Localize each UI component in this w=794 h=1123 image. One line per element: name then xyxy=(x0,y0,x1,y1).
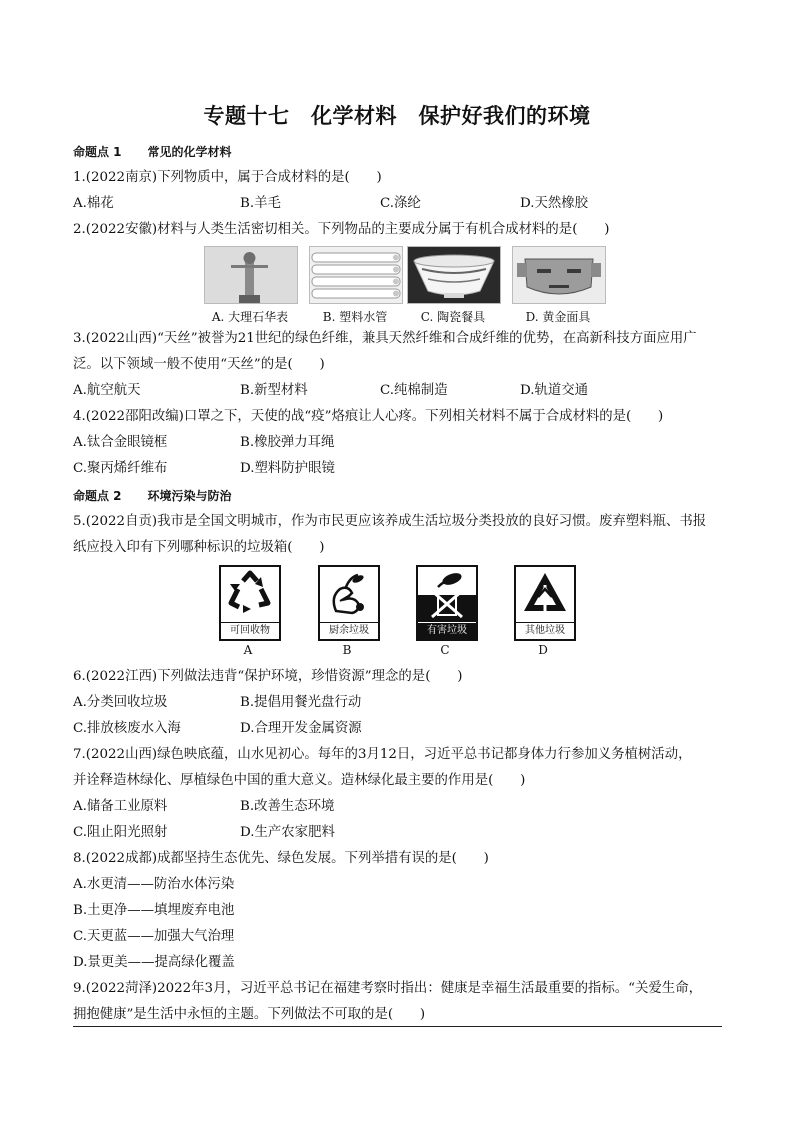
food-waste-icon xyxy=(320,567,378,621)
page-title: 专题十七 化学材料 保护好我们的环境 xyxy=(203,104,591,128)
option-a: A.储备工业原料 xyxy=(73,799,168,814)
option-b: B.提倡用餐光盘行动 xyxy=(240,695,362,710)
question-8-stem: 8.(2022成都)成都坚持生态优先、绿色发展。下列举措有误的是( ) xyxy=(73,851,489,866)
bin-label: 厨余垃圾 xyxy=(320,622,378,639)
question-5-stem-line2: 纸应投入印有下列哪种标识的垃圾箱( ) xyxy=(73,540,325,555)
other-waste-bin-sign xyxy=(514,565,576,641)
caption-b: B. 塑料水管 xyxy=(322,310,388,324)
question-5-stem-line1: 5.(2022自贡)我市是全国文明城市，作为市民更应该养成生活垃圾分类投放的良好习惯。废弃塑料瓶、书报 xyxy=(73,514,707,529)
bin-letter-d: D xyxy=(538,643,548,657)
question-7-stem-line1: 7.(2022山西)绿色映底蕴，山水见初心。每年的3月12日，习近平总书记都身体力行参加义务植树活动， xyxy=(73,747,692,762)
question-9-stem-line1: 9.(2022菏泽)2022年3月，习近平总书记在福建考察时指出：健康是幸福生活最重要的指标。“关爱生命， xyxy=(73,981,702,996)
question-7-stem-line2: 并诠释造林绿化、厚植绿色中国的重大意义。造林绿化最主要的作用是( ) xyxy=(73,773,526,788)
ceramic-bowl-image xyxy=(407,246,501,304)
recycle-icon xyxy=(221,567,279,621)
option-b: B.改善生态环境 xyxy=(240,799,335,814)
bin-letter-b: B xyxy=(342,643,352,657)
question-8-option-d: D.景更美——提高绿化覆盖 xyxy=(73,955,235,970)
triangle-arrows-icon xyxy=(516,567,574,621)
option-c: C.纯棉制造 xyxy=(380,383,448,398)
option-d: D.合理开发金属资源 xyxy=(240,721,362,736)
option-c: C.聚丙烯纤维布 xyxy=(73,461,168,476)
section-number: 命题点 1 xyxy=(73,145,122,159)
question-3-stem-line1: 3.(2022山西)“天丝”被誉为21世纪的绿色纤维，兼具天然纤维和合成纤维的优势，在高新科技方面应用广 xyxy=(73,331,697,346)
option-d: D.轨道交通 xyxy=(520,383,589,398)
option-c: C.阻止阳光照射 xyxy=(73,825,168,840)
section-header-2 xyxy=(73,487,723,505)
question-8-option-c: C.天更蓝——加强大气治理 xyxy=(73,929,235,944)
question-3-stem-line2: 泛。以下领域一般不使用“天丝”的是( ) xyxy=(73,357,325,372)
kitchen-waste-bin-sign xyxy=(318,565,380,641)
section-header-1 xyxy=(73,143,723,161)
caption-c: C. 陶瓷餐具 xyxy=(420,310,486,324)
option-a: A.航空航天 xyxy=(73,383,141,398)
question-2-stem: 2.(2022安徽)材料与人类生活密切相关。下列物品的主要成分属于有机合成材料的是( ) xyxy=(73,222,610,237)
question-4-stem: 4.(2022邵阳改编)口罩之下，天使的战“疫”烙痕让人心疼。下列相关材料不属于合成材料的是( ) xyxy=(73,409,664,424)
option-d: D.天然橡胶 xyxy=(520,196,589,211)
section-number: 命题点 2 xyxy=(73,489,122,503)
bottom-divider xyxy=(73,1026,722,1027)
question-8-option-a: A.水更清——防治水体污染 xyxy=(73,877,235,892)
bin-letter-a: A xyxy=(243,643,253,657)
golden-mask-image xyxy=(512,246,606,304)
bin-label: 可回收物 xyxy=(221,622,279,639)
plastic-pipes-image xyxy=(309,246,403,304)
option-c: C.排放核废水入海 xyxy=(73,721,181,736)
caption-a: A. 大理石华表 xyxy=(211,310,289,324)
question-6-stem: 6.(2022江西)下列做法违背“保护环境，珍惜资源”理念的是( ) xyxy=(73,669,463,684)
bin-label: 其他垃圾 xyxy=(516,622,574,639)
question-8-option-b: B.土更净——填埋废弃电池 xyxy=(73,903,235,918)
bin-label: 有害垃圾 xyxy=(418,622,476,639)
question-2-images xyxy=(0,246,794,326)
recyclable-bin-sign xyxy=(219,565,281,641)
bin-letter-c: C xyxy=(440,643,450,657)
section-name: 环境污染与防治 xyxy=(147,489,232,503)
option-a: A.钛合金眼镜框 xyxy=(73,435,168,450)
hazardous-waste-bin-sign xyxy=(416,565,478,641)
question-9-stem-line2: 拥抱健康”是生活中永恒的主题。下列做法不可取的是( ) xyxy=(73,1007,426,1022)
option-b: B.橡胶弹力耳绳 xyxy=(240,435,335,450)
option-d: D.生产农家肥料 xyxy=(240,825,335,840)
section-name: 常见的化学材料 xyxy=(147,145,232,159)
option-a: A.分类回收垃圾 xyxy=(73,695,168,710)
option-b: B.羊毛 xyxy=(240,196,281,211)
option-b: B.新型材料 xyxy=(240,383,308,398)
hazard-icon xyxy=(418,567,476,621)
question-1-stem: 1.(2022南京)下列物质中，属于合成材料的是( ) xyxy=(73,170,382,185)
option-a: A.棉花 xyxy=(73,196,114,211)
caption-d: D. 黄金面具 xyxy=(525,310,591,324)
marble-column-image xyxy=(204,246,298,304)
option-c: C.涤纶 xyxy=(380,196,421,211)
option-d: D.塑料防护眼镜 xyxy=(240,461,335,476)
